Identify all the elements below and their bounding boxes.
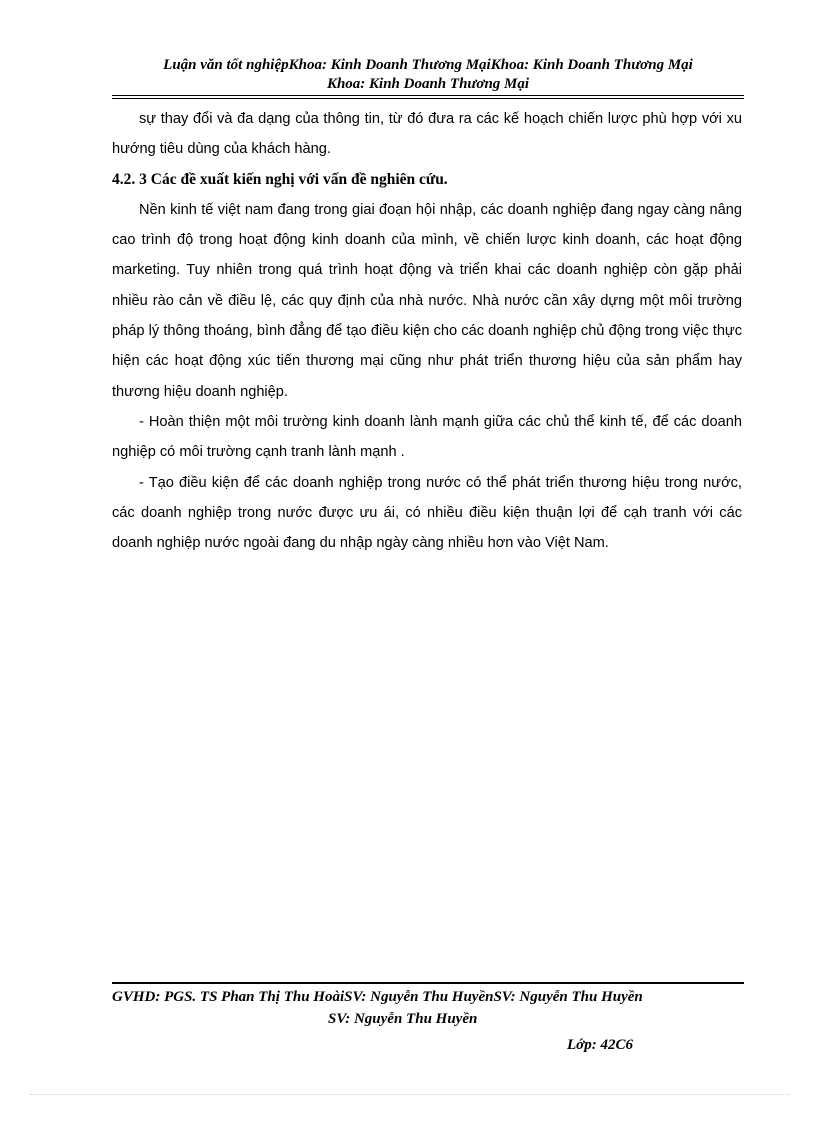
- body-paragraph: Nền kinh tế việt nam đang trong giai đoạn hội nhập, các doanh nghiệp đang ngay càng nâng cao trình độ trong hoạt động kinh doanh của mình, về chiến lược kinh doanh, các hoạt động marketing. Tuy nhiên trong quá trình hoạt động và triển khai các doanh nghiệp còn gặp phải nhiều rào cản về điều lệ, các quy định của nhà nước. Nhà nước cần xây dựng một môi trường pháp lý thông thoáng, bình đẳng để tạo điều kiện cho các doanh nghiệp chủ động trong việc thực hiện các hoạt động xúc tiến thương mại cũng như phát triển thương hiệu của sản phẩm hay thương hiệu doanh nghiệp.: [112, 201, 742, 400]
- continuation-paragraph: sự thay đổi và đa dạng của thông tin, từ đó đưa ra các kế hoạch chiến lược phù hợp với xu hướng tiêu dùng của khách hàng.: [112, 111, 742, 158]
- page-footer: [112, 986, 744, 1053]
- page-bottom-divider: [30, 1094, 790, 1095]
- page-header: [112, 56, 744, 94]
- footer-line-2: SV: Nguyễn Thu Huyền: [328, 1011, 478, 1027]
- header-rule-top: [112, 95, 744, 96]
- page-body: [112, 104, 742, 558]
- recommendation-item: - Hoàn thiện một môi trường kinh doanh lành mạnh giữa các chủ thể kinh tế, để các doanh nghiệp có môi trường cạnh tranh lành mạnh .: [112, 413, 742, 461]
- class-label: Lớp: 42C6: [567, 1037, 633, 1053]
- recommendation-item: - Tạo điều kiện để các doanh nghiệp trong nước có thể phát triển thương hiệu trong nước, các doanh nghiệp trong nước được ưu ái, có nhiều điều kiện thuận lợi để cạh tranh với các doanh nghiệp nước ngoài đang du nhập ngày càng nhiều hơn vào Việt Nam.: [112, 474, 742, 552]
- footer-line-1: GVHD: PGS. TS Phan Thị Thu HoàiSV: Nguyễn Thu HuyềnSV: Nguyễn Thu Huyền: [112, 989, 643, 1005]
- header-line-2: Khoa: Kinh Doanh Thương Mại: [326, 76, 530, 92]
- header-line-1: Luận văn tốt nghiệpKhoa: Kinh Doanh Thương MạiKhoa: Kinh Doanh Thương Mại: [163, 57, 693, 73]
- header-rule-bottom: [112, 98, 744, 99]
- footer-rule: [112, 982, 744, 984]
- section-heading: 4.2. 3 Các đề xuất kiến nghị với vấn đề nghiên cứu.: [112, 170, 448, 188]
